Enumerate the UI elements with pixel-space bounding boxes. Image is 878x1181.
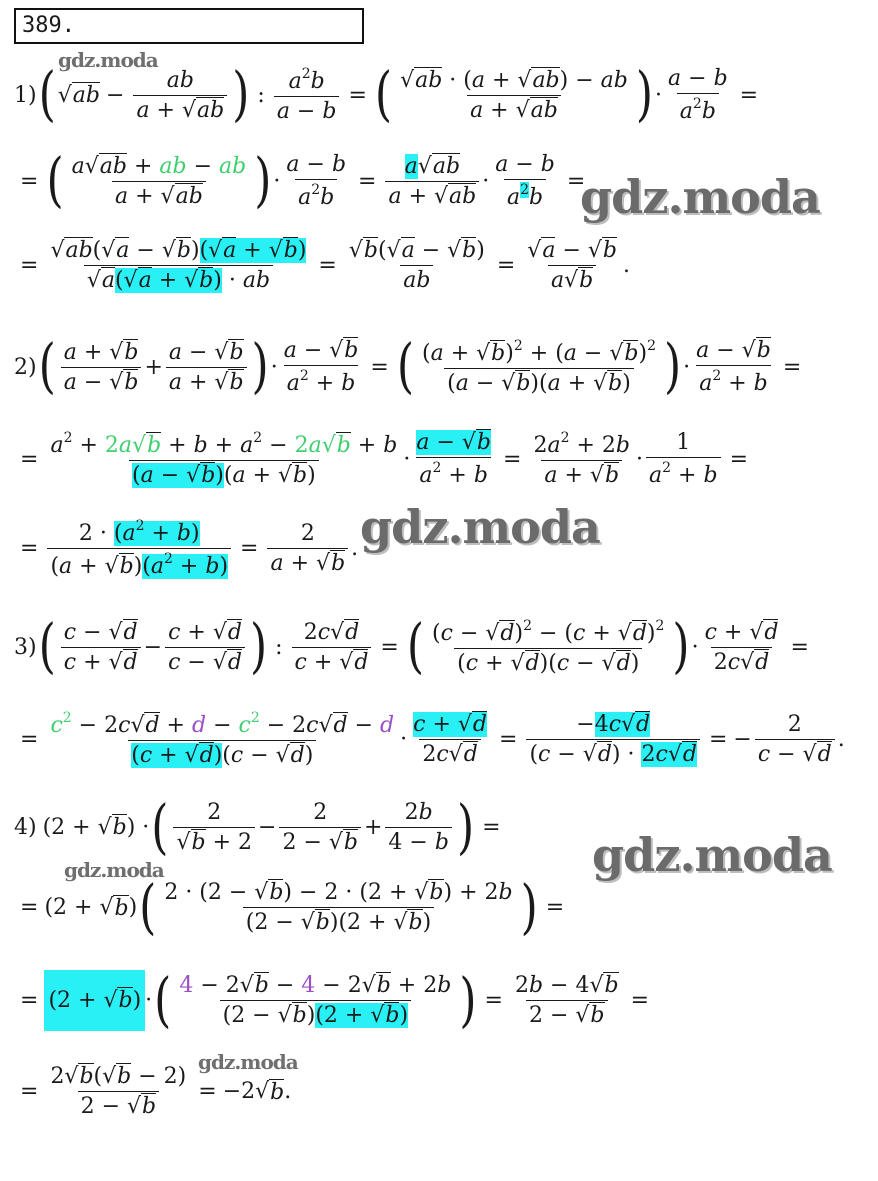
part-label: 2) — [14, 354, 37, 380]
equation-line: = (2 + √ b ) ( $\frac{2 \cdot (2 - √b) - 2 \cdot (2 + √b) + 2b}{(2 - √b)(2 + √b)}$ ) = — [20, 872, 565, 942]
equation-line: 4) (2 + √b) · ( $\frac{2}{√b + 2}$ − $\frac{2}{2 - √b}$ + $\frac{2b}{4 - b}$ ) = — [14, 792, 501, 862]
watermark: gdz.moda — [592, 828, 832, 882]
part-label: 1) — [14, 82, 37, 108]
equation-line: = $\frac{√ab(√a - √b)(√a + √b)}{√a(√a + √b) \cdot ab}$ = $\frac{√b(√a - √b)}{ab}$ = $\frac{√a - √b}{a√b}$ . — [20, 238, 630, 293]
equation-line: 3) ( $\frac{c - √d}{c + √d}$ − $\frac{c + √d}{c - √d}$ ) : $\frac{2c√d}{c + √d}$ = ( $\frac{(c - √d)^2 - (c + √d)^2}{(c + √d)(c - √d)}$ ) · $\frac{c + √d}{2c√d}$ = — [14, 611, 809, 681]
part-label: 4) — [14, 815, 37, 840]
watermark: gdz.moda — [580, 170, 820, 224]
watermark: gdz.moda — [360, 500, 600, 554]
watermark: gdz.moda — [64, 858, 164, 882]
problem-number-box — [14, 8, 364, 44]
equation-line: 1) ( √ ab − $\frac{ab}{a + √ab}$ ) : $\frac{a^2b}{a - b}$ = ( $\frac{√ab \cdot (a + √ab) - ab}{a + √ab}$ ) · $\frac{a - b}{a^2b}$ = — [14, 59, 759, 129]
equation-line: = $\frac{2√b(√b - 2)}{2 - √b}$ = −2√ b . — [20, 1064, 292, 1119]
equation-line: = $\frac{2 \cdot (a^2 + b)}{(a + √b)(a^2 + b)}$ = $\frac{2}{a + √b}$ . — [20, 518, 359, 579]
part-label: 3) — [14, 634, 37, 660]
equation-line: = $\frac{c^2 - 2c√d + d - c^2 - 2c√d - d}{(c + √d)(c - √d)}$ · $\frac{c + √d}{2c√d}$ = $\frac{-4c√d}{(c - √d) \cdot 2c√d}$ = − $\frac{2}{c - √d}$ . — [20, 710, 845, 768]
problem-number: 389. — [22, 13, 75, 38]
equation-line: = ( $\frac{a√ab + ab - ab}{a + √ab}$ ) · $\frac{a - b}{a^2b}$ = $\frac{a√ab}{a + √ab}$ · $\frac{a - b}{a^2b}$ = — [20, 145, 586, 215]
watermark: gdz.moda — [198, 1050, 298, 1074]
equation-line: = (2 + √b) · ( $\frac{4 - 2√b - 4 - 2√b + 2b}{(2 - √b)(2 + √b)}$ ) = $\frac{2b - 4√b}{2 - √b}$ = — [20, 965, 649, 1035]
equation-line: 2) ( $\frac{a + √b}{a - √b}$ + $\frac{a - √b}{a + √b}$ ) · $\frac{a - √b}{a^2 + b}$ = ( $\frac{(a + √b)^2 + (a - √b)^2}{(a - √b)(a + √b)}$ ) · $\frac{a - √b}{a^2 + b}$ = — [14, 331, 802, 401]
equation-line: = $\frac{a^2 + 2a√b + b + a^2 - 2a√b + b}{(a - √b)(a + √b)}$ · $\frac{a - √b}{a^2 + b}$ = $\frac{2a^2 + 2b}{a + √b}$ · $\frac{1}{a^2 + b}$ = — [20, 430, 748, 488]
watermark: gdz.moda — [58, 48, 158, 72]
